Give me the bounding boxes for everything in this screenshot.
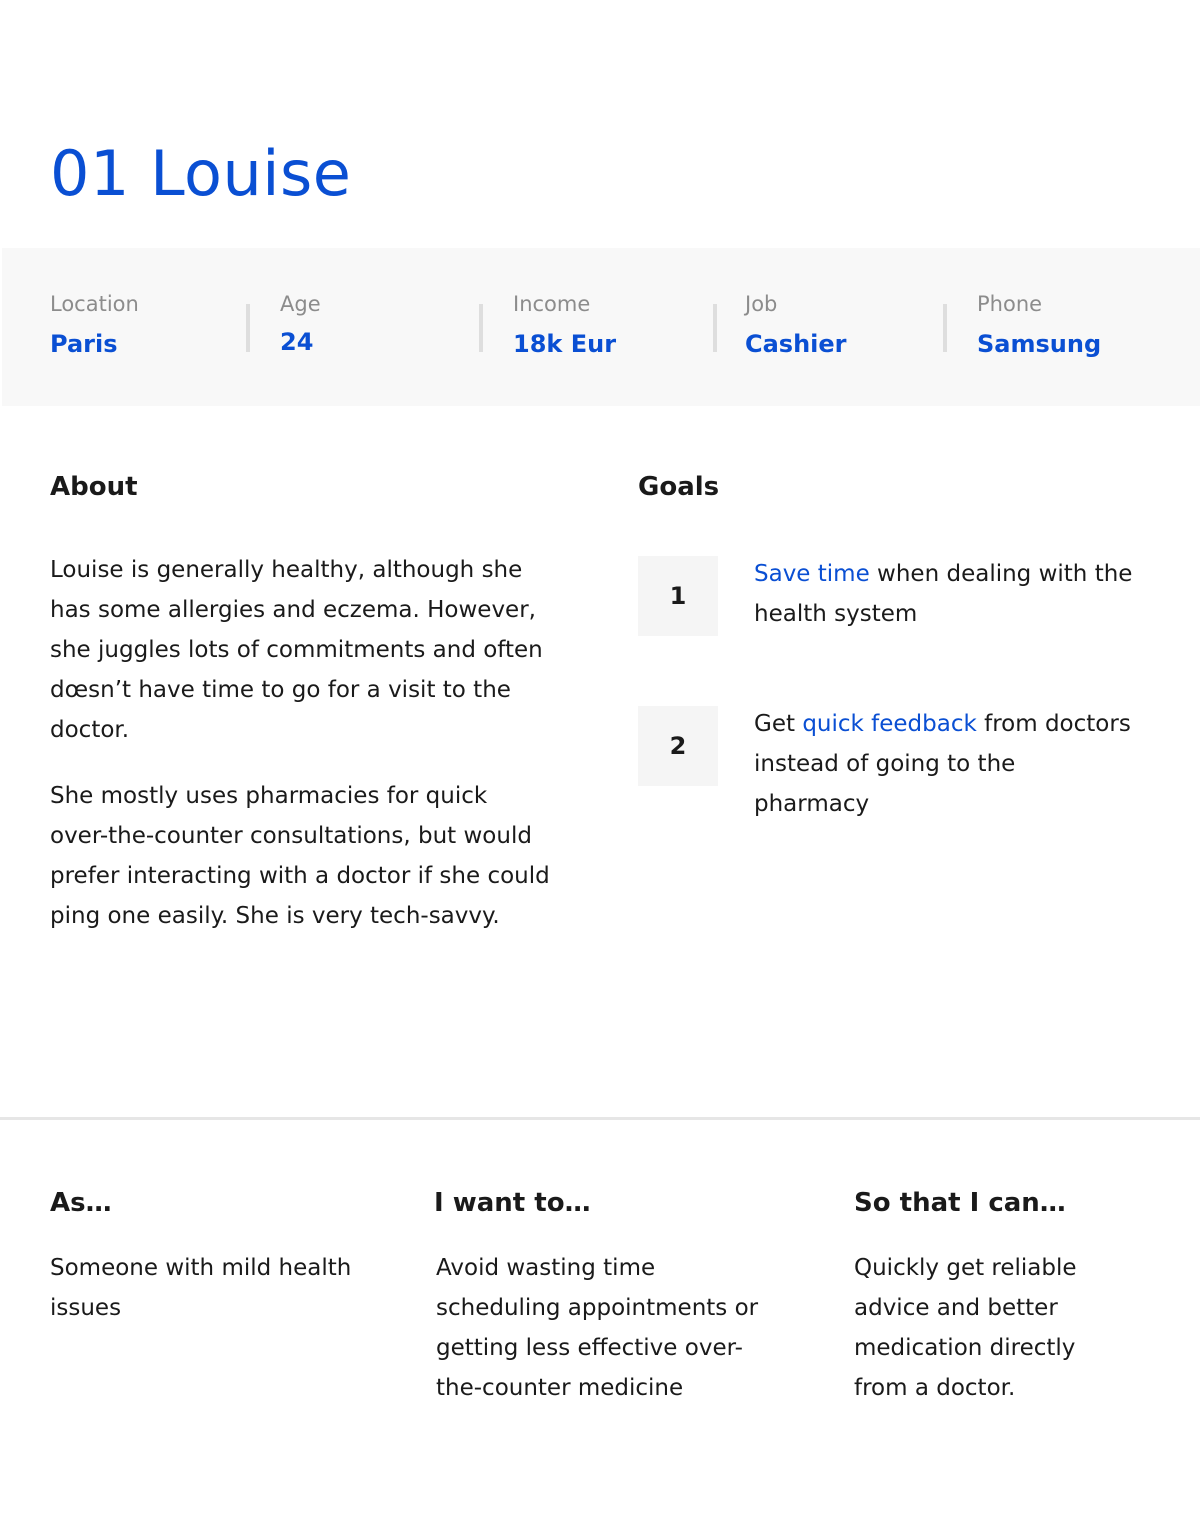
job-value: Cashier (745, 330, 847, 358)
info-divider (713, 304, 717, 352)
goal-number-badge: 1 (638, 556, 718, 636)
story-as-heading: As… (50, 1188, 112, 1218)
goal-text (754, 704, 1134, 824)
story-so-heading: So that I can… (854, 1188, 1066, 1218)
story-so-text: Quickly get reliable advice and better medication directly from a doctor. (854, 1255, 1077, 1401)
about-paragraph: She mostly uses pharmacies for quick over-the-counter consultations, but would prefer interacting with a doctor if she could ping one easily. She is very tech-savvy. (50, 783, 550, 929)
goal-text-prefix: Get (754, 711, 803, 737)
goals-heading: Goals (638, 472, 720, 502)
page-title: 01 Louise (50, 137, 352, 210)
location-value: Paris (50, 330, 118, 358)
info-divider (246, 304, 250, 352)
income-label: Income (513, 292, 591, 316)
story-as-text: Someone with mild health issues (50, 1255, 352, 1321)
location-label: Location (50, 292, 139, 316)
job-label: Job (745, 292, 778, 316)
about-paragraph: Louise is generally healthy, although she has some allergies and eczema. However, she juggles lots of commitments and often dœsn’t have time to go for a visit to the doctor. (50, 557, 543, 743)
income-value: 18k Eur (513, 330, 617, 358)
section-divider (0, 1117, 1200, 1120)
about-heading: About (50, 472, 138, 502)
phone-label: Phone (977, 292, 1043, 316)
goal-text-suffix: when dealing with the health system (754, 561, 1133, 627)
phone-value: Samsung (977, 330, 1102, 358)
age-label: Age (280, 292, 321, 316)
story-want-text: Avoid wasting time scheduling appointments or getting less effective over-the-counter medicine (436, 1255, 759, 1401)
goal-text-suffix: from doctors instead of going to the pharmacy (754, 711, 1131, 817)
goal-text (754, 554, 1174, 634)
info-divider (943, 304, 947, 352)
goal-highlight: quick feedback (802, 711, 977, 737)
goal-highlight: Save time (754, 561, 870, 587)
goal-number-badge: 2 (638, 706, 718, 786)
age-value: 24 (280, 328, 314, 356)
info-divider (479, 304, 483, 352)
profile-info-bar (2, 248, 1200, 406)
story-want-heading: I want to… (434, 1188, 591, 1218)
